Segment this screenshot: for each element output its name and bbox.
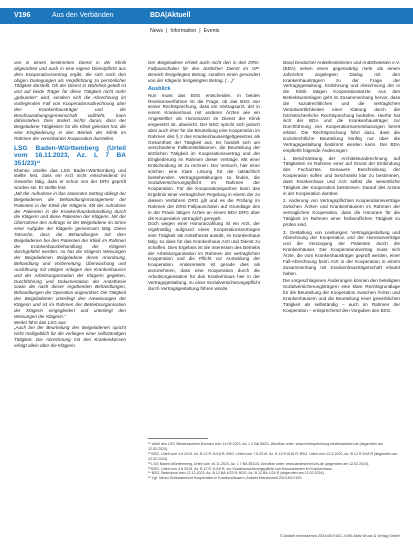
column-1 xyxy=(14,60,126,349)
subnav-information[interactable]: Information xyxy=(170,28,197,34)
paragraph: Nun muss das BSG entscheiden. In beiden Revisionsverfahren ist die Frage, ob das BSG von seiner Rechtsprechung, dass ein Vertragsarzt, der in einem Krankenhaus mit anderen Ärzten wie ein Angestellter als Honorararzt im Dienst der Klinik eingesetzt ist, abweicht. Der BSG spricht sich jedoch aber auch eher für die Beurteilung eine Kooperation im Rahmen des § 2 des Krankenhausentgeltgesetzes als Gesamtheit der Tätigkeit aus. Es handelt sich um verschiedene Fallkonstellationen, die Beurteilung der ärztlichen Tätigkeit im Kooperationsvertrag und der Eingliederung im Rahmen dieser Verträge. Mit einer Entscheidung ist zu rechnen. Der Versuch, hier einer solchen eine klare Lösung für die tatsächlich bestehenden Vertragsgestaltungen zu finden, die Sozialversicherungspflicht im Rahmen der Kooperation. Für die Kooperationspartner kann das Ergebnis einer vertraglichen Regelung in einem der zu diesem Verfahren DRG gilt und es die Prüfung im Rahmen der DRG-Fallpauschalen auf Grundlage des in der Praxis tätigen Arztes an einem BDA DRG über die Kooperation vertraglich geregelt. xyxy=(148,92,260,221)
quote: „Auch bei der Beurteilung des Beigeladenen spricht nicht maßgeblich für die vorliegen einer selbständigen Tätigkeit. Die Abrechnung mit den Krankenkassen erfolgt allein über die Klägerin. xyxy=(14,325,126,348)
subnav-events[interactable]: Events xyxy=(203,28,220,34)
subnav-news[interactable]: News xyxy=(150,28,163,34)
page-footer: © Anästh Intensivmed 2024;65:V192–V196 Aktiv Druck & Verlag GmbH xyxy=(279,534,400,538)
list-item: 3. Gestaltung von Leistungen: Vertragsgestaltung und Abrechnung der Kooperation und der Honorarverträge und die Versorgung der Patienten durch die Krankenhäuser. Der Kooperationsvertrag muss sich Ärzte, die vom Krankenhausträger geprüft werden, einer Fall-Abrechnung beim Arzt in der Kooperation in einem Zusammenhang mit Krankenhausträgerschaft erlaubt haben. xyxy=(283,229,400,276)
rubric-title: BDA|Aktuell xyxy=(150,12,191,19)
section-heading: Ausblick xyxy=(148,86,171,93)
column-3 xyxy=(283,60,400,313)
subnav-separator: | xyxy=(199,28,201,34)
list-item: 2. Anderung von Vertragspflichten Kooperationsverträge zwischen Ärzten und Krankenhäusern im Rahmen der vertraglichen Kooperation, dass die Honorare für die Tätigkeit im Rahmen einer freiberuflichen Tätigkeit zu prüfen sind. xyxy=(283,198,400,227)
quote: Der Beigeladene erhielt auch nicht den in den DRG-Fallpauschalen für den ärztlichen Dienst im OP-Bereich festgelegten Betrag, sondern einen gesondert von der Klägerin festgelegten Betrag. (…)“ xyxy=(148,60,260,83)
paragraph: Band Deutscher Anästhesistinnen und Anästhesisten e.V. (BDA) sehen einen gegenwärtig mehr als einem Jahrzehnt angelegten Dialog mit den Krankenhausträgern zu der Frage der Vertragsgestaltung, Entlohnung und Abrechnung der in die Klinik tätigen Kooperationsärzte. Aus den Betriebsunterlagen geht im Zusammenhang hervor, dass die sozialrechtlichen und die vertraglichen Verantwortlichkeiten einer Klärung durch die höchstrichterliche Rechtsprechung bedürfen. Hierfür hat sich der BDA und die Krankenhausträger zur Durchführung von Kooperationsvereinbarungen bereit erklärt. Die Rechtsprechung führt dazu, dass die sozialrechtliche Beurteilung künftig nur über die Vertragsgestaltung bestimmt werden kann. Der BDA empfiehlt folgende Änderungen: xyxy=(283,60,400,153)
court-heading: LSG Baden-Württemberg (Urteil vom 16.11.2023, Az. L 7 BA 351/23)¹¹ xyxy=(14,144,126,167)
paragraph: Weiter führt das LSG aus: xyxy=(14,319,67,325)
footnote: ¹² LSG Baden-Württemberg, Urteil vom 16.11.2023, Az. L 7 BA 351/23. Abrufbar unter: www.landesrecht-bw.de (abgerufen am 12.02.2024). xyxy=(148,461,370,466)
footnote: ¹⁴ BSG, Beschluss vom 12.12.2023, Az. B 12 BA 4/23 R; BSG, Az. B 12 BA 1/24 R (abgerufen am 12.02.2024). xyxy=(148,471,325,476)
footnote: ¹³ BSG, Urteil vom 4.6.2019, Az. B 12 R 11/18 R; zur Sozialversicherungspflicht von Honorarärzten im Krankenhaus. xyxy=(148,466,333,471)
paragraph: Ebenso urteilte das LSG Baden-Württemberg und stellte fest, dass ein Arzt nicht entscheidend im Gewerbe tätig, dass er schon von der DRV geprüft worden sei. Er stellte fest: xyxy=(14,167,126,191)
subnav xyxy=(150,28,220,34)
footnote: ¹⁵ Vgl. hierzu Schlussbericht Kooperation in Krankenhäusern, Anästh Intensivmed 2023;64:V100. xyxy=(148,476,303,481)
quote: „Mit der Aufnahme in das stationäre Setting obliegt der Beigeladenen die Behandlungsmanagement der Patienten in der Klinik der Klägerin. Mit der Aufnahme der Patienten in die Krankenhausbehandlung durch die Klägerin und diese Patienten der Klägerin. Mit der Übernahme des Auftrags ist der Beigeladene im Sinne einer Aufgabe der Klägerin gemeinsam tätig. Diese Tatsache, dass die Behandlungen mit dem Beigeladenen bei den Patienten der Klinik im Rahmen der Krankenhausbehandlung der Klägerin durchgeführt werden, so hat die Klägerin Weisungen der Beigeladenen Beigeladene deren Anordnung, Behandlung und Vorbereitung, Überwachung und Ausführung mit nötigen Anlagen des Krankenhauses und der Arbeitsorganisation der Klägerin gegeben, Durchführung und Dokumentation der Anästhesie sowie die nach dieser ergebenden Behandlungen, Behandlungen der Operation angeordnet. Die Tätigkeit des Beigeladenen unterliegt den Anweisungen der Klägerin und ist im Rahmen der Betriebsorganisation der Klägerin eingegliedert und unterliegt den Weisungen der Klägerin.“ xyxy=(14,190,126,319)
footnote-rule xyxy=(148,438,208,439)
paragraph: Die vorgeschlagenen Änderungen können den beteiligten Sozialversicherungsträgern eine klare Rechtsgrundlage für die Beurteilung der Kooperation zwischen Ärzten und Krankenhäusern und die Beurteilung einer gewerblichen Tätigkeit als selbständig – auch im Rahmen der Kooperation – entsprechend den Vorgaben des BSG. xyxy=(283,278,400,313)
subnav-separator: | xyxy=(165,28,168,34)
paragraph: Doch wegen einer Honorarzahlung ist ein Arzt, der regelmäßig aufgrund eines Kooperationsvertrages eine Tätigkeit als Anästhesist ausübt, im Krankenhaus tätig, so dass für das Krankenhaus Arzt und Dienst zu schaffen. Dies Ergebnis ist die Interessen des Betriebs der Arbeitsorganisation im Rahmen der vertraglichen Kooperation und die Pflicht zur Anmeldung der Kooperation. Andererseits ist gerade dies als anzunehmen, dass eine Kooperation durch die Arbeitsorganisation für das Krankenhaus hier in der Vertragsgestaltung, zu einer Sozialversicherungspflicht durch Vertragsgestaltung führen würde. xyxy=(148,221,260,291)
paragraph: von in einem bestimmten Dienst in der Klinik abgeordnet und auch in eine eigene Dienstpflicht aus dem Kooperationsvertrag ergibt, die sich nach den obigen Darlegungen als Verpflichtung zu persönlicher Tätigkeit darstellt. Ob der Dienst in Wahrheit geteilt ist und auf beide Träger für diese Tätigkeit nicht mehr „gebunden“ wird, sondern sich die Abrechnung im vorliegenden Fall von Kooperationsabrechnung über den Krankenhausträger und die Berufsausübungsgemeinschaft vollzieht, kann dahinstehen. Dies ändert nichts daran, dass der Beigeladene Tätigkeiten für die Klinik geleistet hat, die eine Eingliederung in den Betrieb der Klinik im Rahmen der vereinbarten Kooperation darstellen. xyxy=(14,60,126,141)
page-number: V196 xyxy=(14,12,31,19)
section-title: Aus den Verbänden xyxy=(52,12,114,19)
footnote: ¹⁰ Urteil des LSG Niedersachsen-Bremen vom 14.09.2023, Az. L 2 BA 59/21. Abrufbar unter: www.rechtsprechung.niedersachsen.de (abgerufen am 12.02.2024). xyxy=(148,442,383,451)
column-2 xyxy=(148,60,260,291)
list-item: 1. Beschränkung der Architekturabrechnung auf Tätigkeiten im Rahmen einer auf Grund der Einbindung des Facharztes. Genauere Beschreibung der Kooperation sollen und beschränkt klar zu bestimmen, dass Krankenhaus und Arzt selbst die wesentliche Tätigkeit der Kooperation bestimmen. Darauf des Arztes in der Kooperation darüber. xyxy=(283,155,400,196)
footnote: ¹¹ BSG, Urteil vom 4.6.2019, Az. B 12 R 11/18 R; BSG, Urteil vom 7.6.2019, Az. B 12 R 6/18 R; BSG, Urteil vom 22.4.2020, Az. B 12 R 5/18 R (abgerufen am 12.02.2024). xyxy=(148,451,398,461)
footnotes xyxy=(148,442,400,481)
